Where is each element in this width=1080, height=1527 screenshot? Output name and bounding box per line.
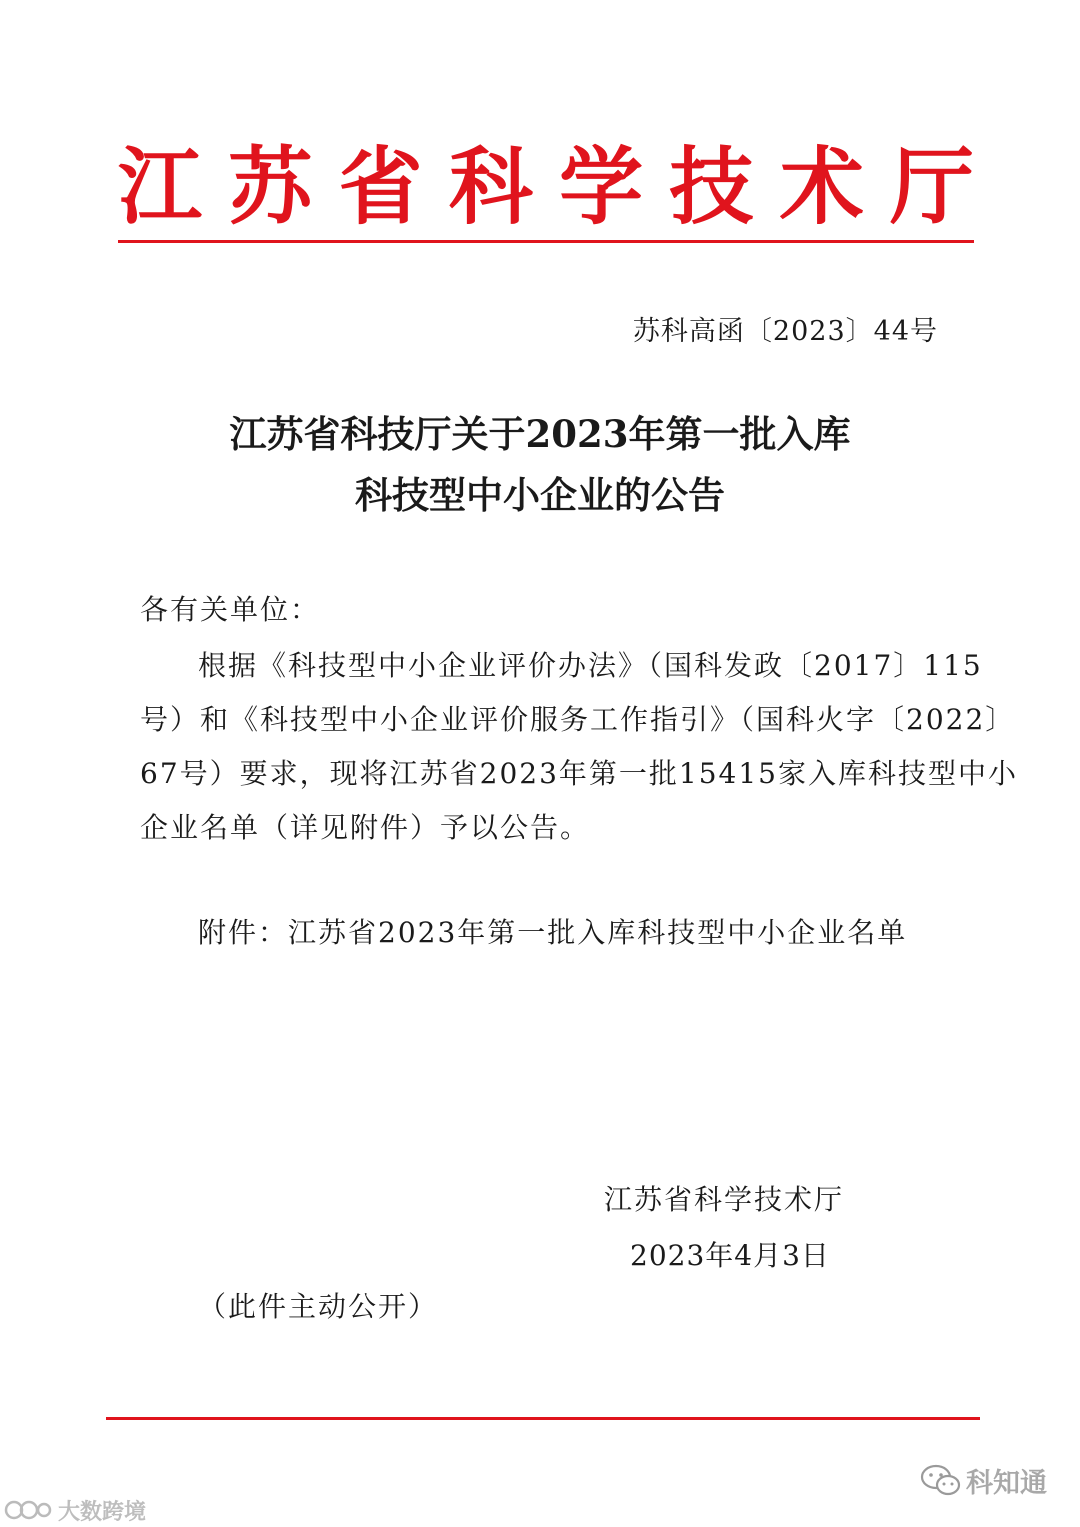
document-title-line-1: 江苏省科技厅关于2023年第一批入库 <box>229 412 851 456</box>
document-title-line-2: 科技型中小企业的公告 <box>355 473 725 517</box>
attachment-note: 附件：江苏省2023年第一批入库科技型中小企业名单 <box>198 916 908 949</box>
signing-organization: 江苏省科学技术厅 <box>604 1183 845 1216</box>
header-char: 厅 <box>889 138 974 236</box>
paragraph-line: 67号）要求，现将江苏省2023年第一批15415家入库科技型中小 <box>140 757 1018 790</box>
header-char: 术 <box>779 138 864 236</box>
header-divider <box>118 240 974 243</box>
document-number: 苏科高函〔2023〕44号 <box>632 316 938 347</box>
issuing-authority-header <box>118 132 974 242</box>
header-char: 苏 <box>228 138 313 236</box>
watermark-right <box>920 1458 1047 1502</box>
watermark-text: 科知通 <box>966 1467 1047 1499</box>
header-char: 学 <box>559 138 644 236</box>
footer-divider <box>106 1417 980 1420</box>
watermark-text: 大数跨境 <box>58 1499 147 1525</box>
header-char: 省 <box>338 138 423 236</box>
header-char: 科 <box>448 138 533 236</box>
header-char: 江 <box>118 138 203 236</box>
paragraph-line: 号）和《科技型中小企业评价服务工作指引》（国科火字〔2022〕 <box>140 703 1016 736</box>
signing-date: 2023年4月3日 <box>630 1239 830 1272</box>
salutation: 各有关单位： <box>140 593 321 626</box>
paragraph-line: 根据《科技型中小企业评价办法》（国科发政〔2017〕115 <box>198 649 983 682</box>
paragraph-line: 企业名单（详见附件）予以公告。 <box>140 811 591 844</box>
wechat-icon <box>920 1463 962 1497</box>
header-char: 技 <box>669 138 754 236</box>
watermark-left <box>0 1493 146 1527</box>
disclosure-note: （此件主动公开） <box>198 1290 439 1323</box>
watermark-logo-icon <box>4 1499 52 1521</box>
